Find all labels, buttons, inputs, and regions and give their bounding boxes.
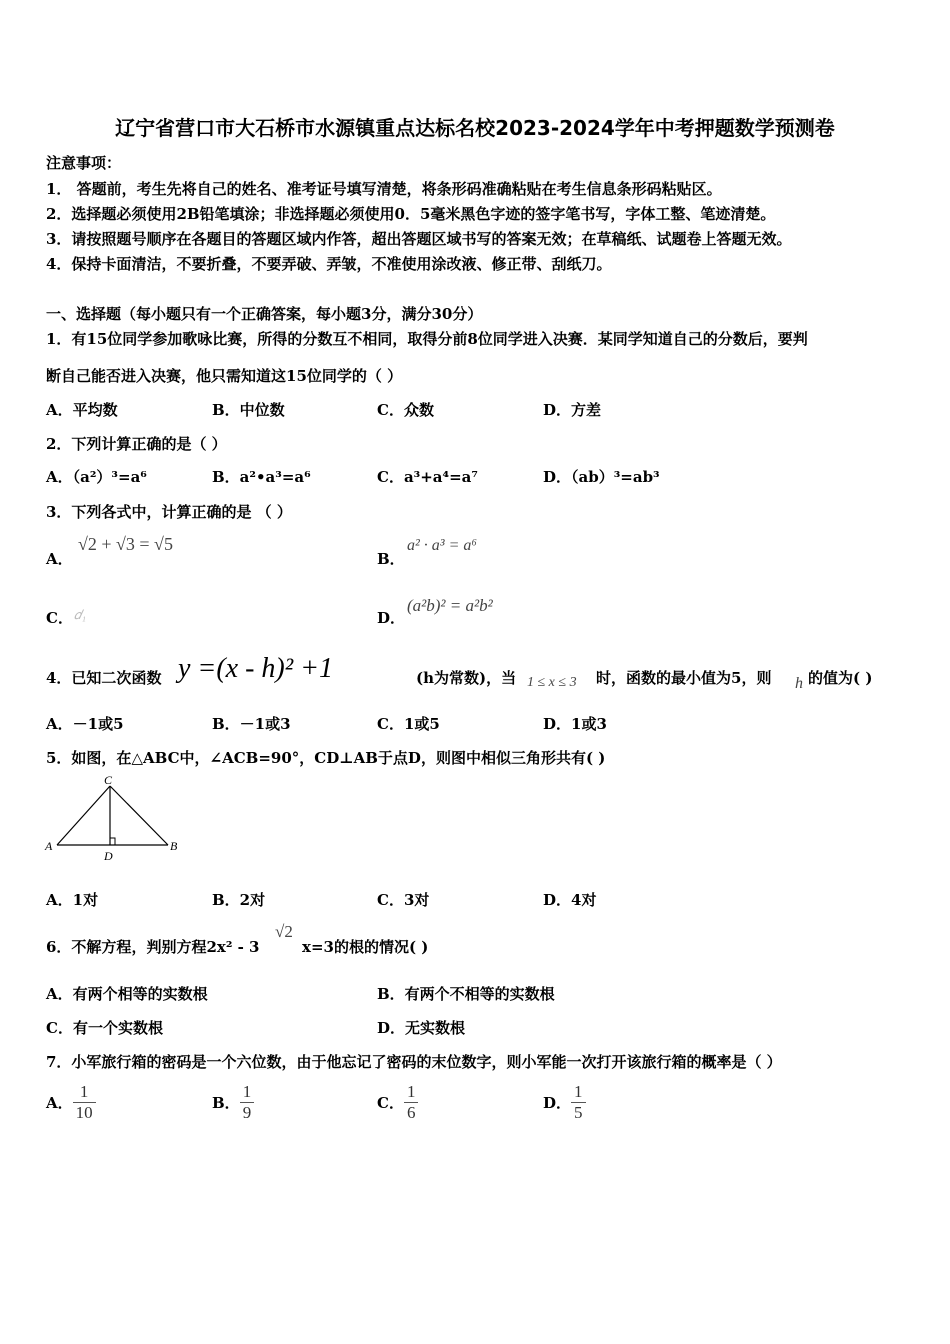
notice-item: 1． 答题前，考生先将自己的姓名、准考证号填写清楚，将条形码准确粘贴在考生信息条形码粘贴区。 [46, 180, 722, 198]
q6-option-b: B．有两个不相等的实数根 [377, 985, 555, 1003]
question-4-prefix: 4．已知二次函数 [46, 669, 162, 687]
notice-heading: 注意事项： [46, 154, 122, 172]
triangle-figure [40, 772, 190, 864]
q5-option-d: D．4对 [543, 891, 597, 909]
q2-option-b: B．a²•a³=a⁶ [212, 468, 311, 486]
q4-option-d: D．1或3 [543, 715, 607, 733]
notice-item: 4．保持卡面清洁，不要折叠，不要弄破、弄皱，不准使用涂改液、修正带、刮纸刀。 [46, 255, 612, 273]
question-6-b: x=3的根的情况( ) [302, 938, 429, 956]
question-6-a: 6．不解方程，判别方程2x² - 3 [46, 938, 260, 956]
q3-option-d-label: D． [377, 609, 406, 627]
question-1-line2: 断自己能否进入决赛，他只需知道这15位同学的（ ） [46, 367, 403, 385]
q3-option-a-label: A． [46, 550, 73, 568]
side-ac [57, 786, 110, 845]
q7-option-a [46, 1082, 96, 1123]
option-label: C． [377, 1094, 404, 1112]
q6-option-c: C．有一个实数根 [46, 1019, 163, 1037]
q6-sqrt: √2 [275, 922, 293, 941]
q4-option-a: A．－1或5 [46, 715, 124, 733]
q3-option-b-label: B． [377, 550, 405, 568]
notice-item: 2．选择题必须使用2B铅笔填涂；非选择题必须使用0．5毫米黑色字迹的签字笔书写，字体工整、笔迹清楚。 [46, 205, 776, 223]
label-c: C [104, 773, 113, 787]
question-7: 7．小军旅行箱的密码是一个六位数，由于他忘记了密码的末位数字，则小军能一次打开该旅行箱的概率是（ ） [46, 1053, 782, 1071]
fraction: $\frac{1}{9}$ [240, 1082, 255, 1123]
q5-option-a: A．1对 [46, 891, 99, 909]
q4-mid: 时，函数的最小值为5，则 [596, 669, 772, 687]
q1-option-a: A．平均数 [46, 401, 118, 419]
question-3: 3．下列各式中，计算正确的是 （ ） [46, 503, 292, 521]
q2-option-c: C．a³+a⁴=a⁷ [377, 468, 478, 486]
q2-option-a: A．（a²）³=a⁶ [46, 468, 147, 486]
q4-h: h [795, 675, 803, 692]
section-heading: 一、选择题（每小题只有一个正确答案，每小题3分，满分30分） [46, 305, 483, 323]
side-cb [110, 786, 168, 845]
q1-option-c: C．众数 [377, 401, 434, 419]
q6-option-a: A．有两个相等的实数根 [46, 985, 208, 1003]
option-label: D． [543, 1094, 572, 1112]
option-label: B． [212, 1094, 240, 1112]
q3-option-a-math: √2 + √3 = √5 [78, 534, 173, 554]
q1-option-b: B．中位数 [212, 401, 285, 419]
label-d: D [104, 849, 113, 863]
q3-option-c-label: C． [46, 609, 73, 627]
q4-option-c: C．1或5 [377, 715, 440, 733]
q5-option-c: C．3对 [377, 891, 430, 909]
option-label: A． [46, 1094, 73, 1112]
q3-option-c-math: 𝑑₁ [74, 607, 87, 622]
q4-range: 1 ≤ x ≤ 3 [527, 675, 577, 690]
q3-option-b-math: a² · a³ = a⁶ [407, 537, 477, 554]
q4-option-b: B．－1或3 [212, 715, 291, 733]
question-1-line1: 1．有15位同学参加歌咏比赛，所得的分数互不相同，取得分前8位同学进入决赛．某同学知道自己的分数后，要判 [46, 330, 808, 348]
fraction: $\frac{1}{5}$ [571, 1082, 586, 1123]
fraction: $\frac{1}{6}$ [404, 1082, 419, 1123]
question-2: 2．下列计算正确的是（ ） [46, 435, 227, 453]
fraction: $\frac{1}{10}$ [73, 1082, 96, 1123]
q6-option-d: D．无实数根 [377, 1019, 466, 1037]
label-a: A [45, 839, 53, 853]
right-angle-mark [110, 838, 115, 845]
q7-option-d [543, 1082, 586, 1123]
q4-h-note: (h为常数)，当 [416, 669, 517, 687]
q1-option-d: D．方差 [543, 401, 602, 419]
notice-item: 3．请按照题号顺序在各题目的答题区域内作答，超出答题区域书写的答案无效；在草稿纸、试题卷上答题无效。 [46, 230, 792, 248]
q2-option-d: D．（ab）³=ab³ [543, 468, 660, 486]
q7-option-c [377, 1082, 418, 1123]
page-title: 辽宁省营口市大石桥市水源镇重点达标名校2023-2024学年中考押题数学预测卷 [115, 116, 835, 140]
label-b: B [170, 839, 178, 853]
q7-option-b [212, 1082, 254, 1123]
q5-option-b: B．2对 [212, 891, 266, 909]
q3-option-d-math: (a²b)² = a²b² [407, 596, 493, 615]
question-5: 5．如图，在△ABC中，∠ACB=90°，CD⊥AB于点D，则图中相似三角形共有( ) [46, 749, 606, 767]
q4-suffix: 的值为( ) [808, 669, 873, 687]
q4-function: y =(x - h)² +1 [178, 653, 334, 684]
